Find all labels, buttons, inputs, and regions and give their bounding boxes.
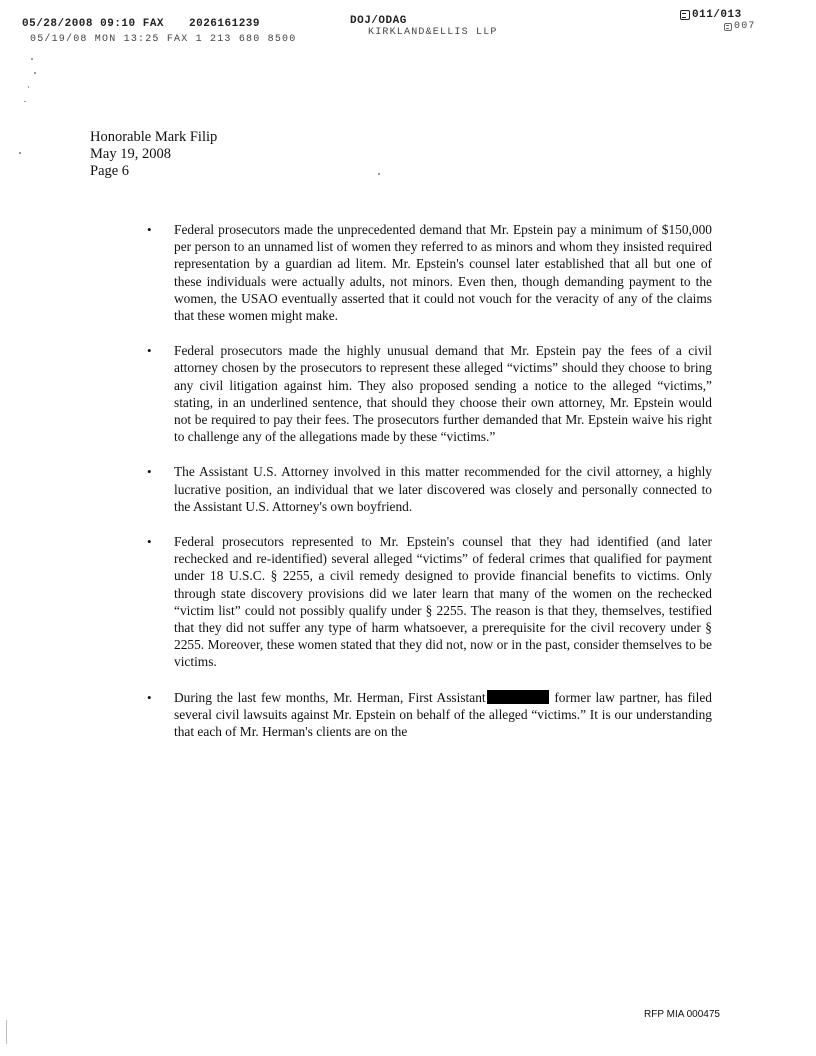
redaction-block xyxy=(487,690,549,704)
scan-speck xyxy=(24,101,26,102)
fax-sender-firm: KIRKLAND&ELLIS LLP xyxy=(368,27,498,38)
bullet-dot: • xyxy=(147,689,152,705)
bullet-dot: • xyxy=(147,343,152,359)
bates-number: RFP MIA 000475 xyxy=(644,1009,720,1020)
letter-header xyxy=(90,129,217,180)
fax-sender-page-number: 007 xyxy=(734,21,756,32)
scan-edge-mark xyxy=(6,1020,7,1044)
bullet-item xyxy=(144,221,712,324)
fax-page-number: 011/013 xyxy=(692,9,742,21)
bullet-text: Federal prosecutors represented to Mr. Epstein's counsel that they had identified (and later rechecked and re-identified) several alleged “victims” of federal crimes that qualified for payment under 18 U.S.C. § 2255, a civil remedy designed to provide financial benefits to victims. Only through state discovery provisions did we later learn that many of the women on the rechecked “victim list” could not possibly qualify under § 2255. The reason is that they, themselves, testified that they did not suffer any type of harm whatsoever, a prerequisite for the civil recovery under § 2255. Moreover, these women stated that they did not, now or in the past, consider themselves to be victims. xyxy=(174,534,712,670)
scan-speck xyxy=(19,152,21,154)
bullet-text-after-redaction: former law partner, has filed several civil lawsuits against Mr. Epstein on behalf of the alleged “victims.” It is our understanding that each of Mr. Herman's clients are on the xyxy=(174,689,712,740)
scan-speck xyxy=(34,72,36,74)
bullet-item xyxy=(144,342,712,445)
fax-sender-datetime: 05/19/08 MON 13:25 FAX 1 213 680 8500 xyxy=(30,34,297,45)
bullet-text: Federal prosecutors made the highly unusual demand that Mr. Epstein pay the fees of a civil attorney chosen by the prosecutors to represent these alleged “victims” should they choose to bring any civil litigation against him. They also proposed sending a notice to the alleged “victims,” stating, in an underlined sentence, that should they choose their own attorney, Mr. Epstein would not be required to pay their fees. The prosecutors further demanded that Mr. Epstein waive his right to challenge any of the allegations made by these “victims.” xyxy=(174,343,712,445)
fax-datetime: 05/28/2008 09:10 FAX xyxy=(22,18,165,30)
letter-date: May 19, 2008 xyxy=(90,146,171,162)
letter-page: Page 6 xyxy=(90,163,130,179)
bullet-dot: • xyxy=(147,464,152,480)
letter-recipient: Honorable Mark Filip xyxy=(90,129,218,145)
scan-speck xyxy=(378,173,380,175)
fax-page-icon-small xyxy=(724,23,732,31)
scan-speck xyxy=(31,58,33,60)
bullet-text-before-redaction: During the last few months, Mr. Herman, First Assistant xyxy=(174,689,486,705)
letter-body xyxy=(144,221,712,758)
bullet-text xyxy=(174,689,712,741)
bullet-item-redacted xyxy=(144,689,712,741)
bullet-item xyxy=(144,463,712,515)
bullet-dot: • xyxy=(147,534,152,550)
fax-page-indicator xyxy=(680,9,742,21)
bullet-text: Federal prosecutors made the unprecedented demand that Mr. Epstein pay a minimum of $150,000 per person to an unnamed list of women they referred to as minors and whom they insisted required representation by a guardian ad litem. Mr. Epstein's counsel later established that all but one of these individuals were actually adults, not minors. Even then, though demanding payment to the women, the USAO eventually asserted that it could not vouch for the veracity of any of the claims that these women might make. xyxy=(174,222,712,324)
fax-phone: 2026161239 xyxy=(189,18,261,30)
fax-office: DOJ/ODAG xyxy=(350,15,407,27)
fax-sender-page xyxy=(724,21,756,32)
scan-speck xyxy=(28,86,29,88)
fax-page-icon xyxy=(680,10,690,20)
bullet-text: The Assistant U.S. Attorney involved in this matter recommended for the civil attorney, a highly lucrative position, an individual that we later discovered was closely and personally connected to the Assistant U.S. Attorney's own boyfriend. xyxy=(174,464,712,514)
bullet-dot: • xyxy=(147,222,152,237)
bullet-item xyxy=(144,533,712,671)
